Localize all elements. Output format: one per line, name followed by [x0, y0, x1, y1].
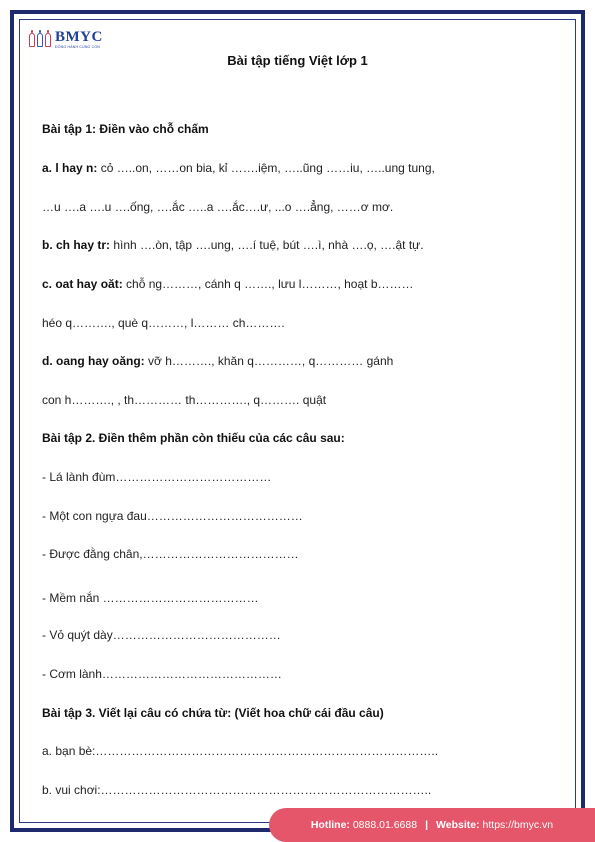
ex1-a-line2: …u ….a ….u ….ống, ….ắc …..a ….ắc….ư, ...o ….ẳng, ……ơ mơ.	[42, 200, 394, 214]
website-link[interactable]: https://bmyc.vn	[482, 819, 554, 831]
ex2-item: - Được đằng chân,…………………………………	[42, 547, 299, 561]
contact-footer	[269, 808, 595, 842]
ex1-d-label: d. oang hay oăng:	[42, 354, 145, 368]
website-label: Website:	[436, 819, 480, 831]
ex2-heading: Bài tập 2. Điền thêm phần còn thiếu của các câu sau:	[42, 431, 345, 445]
footer-separator: |	[425, 819, 429, 831]
ex2-item: - Mềm nắn …………………………………	[42, 591, 259, 605]
ex1-b-label: b. ch hay tr:	[42, 238, 111, 252]
bottles-icon	[29, 33, 51, 47]
ex2-item: - Vỏ quýt dày……………………………………	[42, 628, 281, 642]
page-title: Bài tập tiếng Việt lớp 1	[227, 53, 368, 68]
ex1-d-line1	[42, 354, 393, 368]
ex1-d-text1: vỡ h………., khăn q…………, q………… gánh	[144, 354, 394, 368]
ex1-b-text: hình ….òn, tập ….ung, ….í tuệ, bút ….ì, nhà ….ọ, ….ật tự.	[110, 238, 424, 252]
bmyc-logo	[29, 30, 103, 50]
ex1-d-line2: con h………., , th………… th…………., q………. quật	[42, 393, 327, 407]
hotline-number[interactable]: 0888.01.6688	[352, 819, 418, 831]
ex2-item: - Lá lành đùm…………………………………	[42, 470, 272, 484]
page-border-inner	[19, 19, 576, 823]
ex1-a-text1: cỏ …..on, ……on bia, kỉ …….iệm, …..ũng ……iu, …..ung tung,	[97, 161, 435, 175]
ex1-a-line1	[42, 161, 435, 175]
ex3-heading: Bài tập 3. Viết lại câu có chứa từ: (Viết hoa chữ cái đầu câu)	[42, 706, 384, 720]
hotline-label: Hotline:	[310, 819, 350, 831]
ex1-c-label: c. oat hay oăt:	[42, 277, 123, 291]
ex2-item: - Cơm lành………………………………………	[42, 667, 282, 681]
ex1-heading: Bài tập 1: Điền vào chỗ chấm	[42, 122, 209, 136]
ex1-b-line	[42, 238, 424, 252]
ex3-item: a. bạn bè:…………………………………………………………………………..	[42, 744, 439, 758]
ex1-c-text1: chỗ ng………, cánh q ……., lưu l………, hoạt b………	[122, 277, 414, 291]
ex3-item: b. vui chơi:………………………………………………………………………..	[42, 783, 432, 797]
ex1-c-line1	[42, 277, 414, 291]
logo-brand: BMYC	[55, 29, 103, 45]
logo-tagline: ĐỒNG HÀNH CÙNG CON	[55, 45, 101, 49]
ex1-c-line2: héo q………., què q………, l……… ch……….	[42, 316, 285, 330]
ex1-a-label: a. l hay n:	[42, 161, 98, 175]
ex2-item: - Một con ngựa đau…………………………………	[42, 509, 303, 523]
